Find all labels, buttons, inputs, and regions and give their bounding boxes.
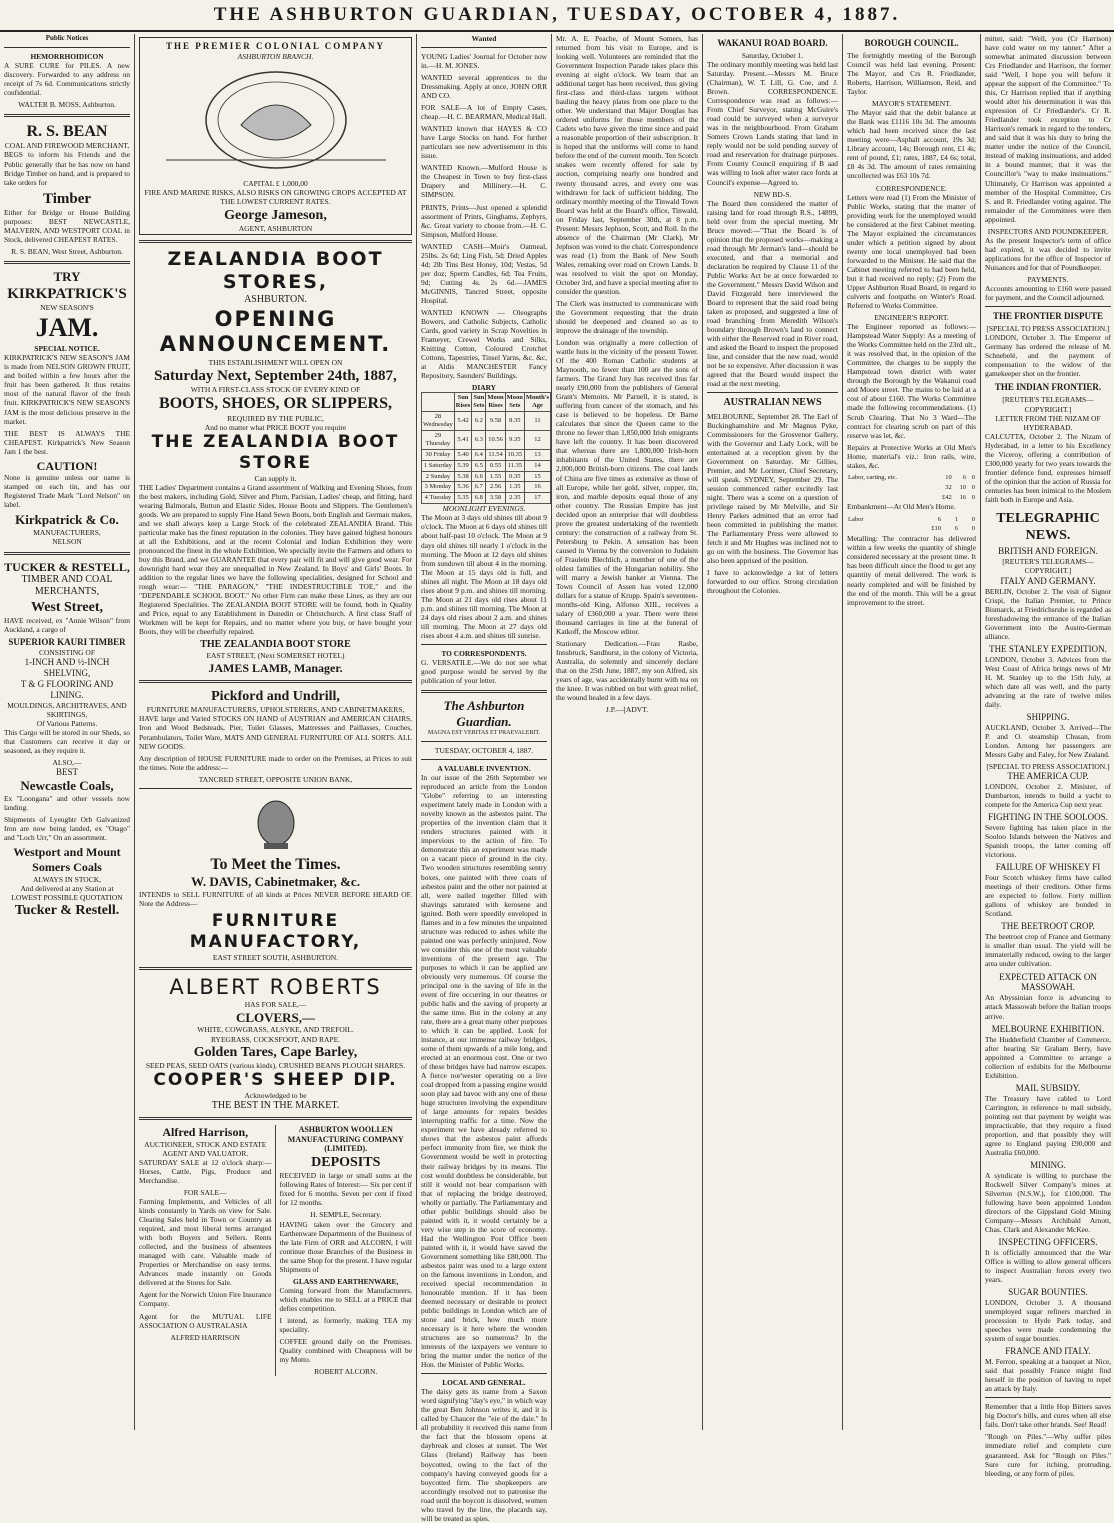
article-text: The daisy gets its name from a Saxon word signifying "day's eye," in which way the great Ben Johnson writes it, and it is called by Chaucer the "eie of the daie." In all probability it received this name from the fact that the blossom opens at daybreak and closes at sunset. The Wet Glass (Ireland) Railway has been boycotted, owing to the fact of the company's having conveyed goods for a boycotted firm. The shopkeepers are accordingly resolved not to patronise the road until the boycott is dissolved, women who travel by the line, the placards say, will be treated as spies. [421, 1387, 547, 1523]
diary-cell: 6.8 [472, 493, 486, 504]
ad-signature: R. S. BEAN, West Street, Ashburton. [11, 247, 123, 257]
ad-line: LOWEST POSSIBLE QUOTATION [11, 892, 123, 902]
article-text: Letters were read (1) From the Minister of Public Works, stating that the matter of providing work for the unemployed would be considered at the first Cabinet meeting. The Mayor explained the circumstances under which a petition signed by about twenty one local unemployed had been forwarded to the Minister. He said that the Cabinet meeting referred to had been held, but it had received no reply; (2) From the Upper Ashburton Road Board, in regard to culverts and footpaths on Winter's Road. Referred to Works Committee. [847, 192, 976, 311]
ad-line: BEST [55, 767, 78, 778]
diary-cell: 15 [524, 471, 550, 482]
article-heading: A VALUABLE INVENTION. [437, 764, 531, 774]
ad-line: THIS ESTABLISHMENT WILL OPEN ON [208, 357, 343, 367]
ad-text: THE BEST IS ALWAYS THE CHEAPEST. Kirkpatrick's New Season Jam 1 the best. [4, 428, 130, 456]
ad-line: And delivered at any Station at [20, 883, 114, 893]
section-subheading: SHIPPING. [1026, 711, 1070, 722]
ad-heading: FURNITURE MANUFACTORY, [189, 911, 362, 952]
section-subheading: FAILURE OF WHISKEY FI [995, 862, 1101, 873]
ad-text: Coming forward from the Manufacturers, which enables me to SELL at a PRICE that defies competition. [279, 1285, 412, 1313]
diary-row [422, 482, 551, 493]
section-subheading: THE AMERICA CUP. [1007, 771, 1089, 782]
ad-text: Farming Implements, and Vehicles of all kinds constantly in Yards on view for Sale. Clearing Sales held in Town or Country as required, and most liberal terms arranged with both Buyers and Sellers. Rents collected, and the business of absentees managed with care. Valuable made of Properties or Merchandise on easy terms. Advances made instantly on Goods delivered at the Stores for Sale. [139, 1197, 272, 1288]
article-text: LONDON, October 3. A thousand unemployed sugar refiners marched in procession to Hyde Park today, and speeches were made condemning the system of sugar bounties. [985, 1298, 1111, 1344]
ad-heading: Kirkpatrick & Co. [15, 512, 119, 528]
diary-cell: 6.5 [472, 460, 486, 471]
diary-cell: 5.38 [454, 471, 471, 482]
ad-text: I intend, as formerly, making TEA my speciality. [279, 1316, 412, 1335]
ad-line: REQUIRED BY THE PUBLIC, [227, 413, 324, 423]
diary-cell: 4 Tuesday [422, 493, 455, 504]
ad-line: AGENT, ASHBURTON [238, 223, 313, 233]
article-text: A syndicate is willing to purchase the Rockwell Silver Company's mines at Silverton (N.S.W.), for £100,000. The following have been appointed London directors of the Gippsland Gold Mining Company—Messrs Archibald Arnott, Chas. Clark and Alexander McKee. [985, 1170, 1111, 1234]
column-divider [551, 34, 552, 1430]
ad-heading: To Meet the Times. [210, 855, 341, 873]
diary-cell: 9.35 [505, 430, 524, 449]
section-subheading: LETTER FROM THE NIZAM OF HYDERABAD. [995, 413, 1101, 432]
ad-line: WHITE, COWGRASS, ALSYKE, AND TREFOIL. [197, 1025, 354, 1035]
article-text: Stationary Dedication.—Frau Rasbe, Innsbruck, Sandhurst, in the colony of Victoria, Australia, do solemnly and sincerely declare that on the 25th June, 1887, my son Alfred, six years of age, was accidentally burnt with tea on the knee. It was rubbed on but with great relief, the wound healed in a few days. [556, 639, 698, 703]
motto: MAGNA EST VERITAS ET PRAEVALEBIT. [427, 729, 541, 736]
cost-cell: 10 [959, 483, 967, 491]
column-divider [416, 34, 417, 1430]
cost-cell: 0 [971, 473, 975, 481]
ad-heading: Timber [42, 190, 92, 207]
ad-subheading: TIMBER AND COAL [21, 574, 113, 586]
diary-row [422, 493, 551, 504]
diary-cell: 11 [524, 411, 550, 430]
article-dateline: Saturday, October 1. [741, 50, 804, 60]
ad-heading: Westport and Mount Somers Coals [13, 845, 121, 874]
cost-cell: 10 [945, 473, 952, 481]
ad-text: Any description of HOUSE FURNITURE made to order on the Premises, at Prices to suit the times. Note the address:— [139, 753, 412, 772]
ad-signature: H. SEMPLE, Secretary. [310, 1210, 382, 1220]
diary-row [422, 449, 551, 460]
cost-cell: 6 [962, 473, 967, 481]
cost-cell: Labor, carting, etc. [848, 473, 898, 481]
article-signature: J.P.—[ADVT. [605, 705, 649, 715]
diary-header-cell: Moon Sets [505, 393, 524, 412]
section-subheading: MAIL SUBSIDY. [1015, 1082, 1081, 1093]
diary-cell: 11.35 [505, 460, 524, 471]
diary-cell: 10.35 [505, 449, 524, 460]
diary-cell: 0.55 [486, 460, 505, 471]
ad-heading: CLOVERS,— [235, 1009, 316, 1025]
ad-text: None is genuine unless our name is stamped on each tin, and has our Registered Trade Mark "Lord Nelson" on label. [4, 473, 130, 510]
article-text: An Abyssinian force is advancing to attack Massowah before the Italian troops arrive. [985, 993, 1111, 1021]
article-text: CALCUTTA, October 2. The Nizam of Hyderabad, in a letter to his Excellency the Viceroy, offering a contribution of £300,000 yearly for two years towards the frontier defence fund, expresses himself of the opinion that the action of Russia for centuries has been inimical to the Moslem faith both in Europe and Asia. [985, 431, 1111, 505]
article-text: BERLIN, October 2. The visit of Signor Crispi, the Italian Premier, to Prince Bismarck, at Friedrichsruhe is regarded as foreshadowing the entrance of the Italian Government into the Austro-German alliance. [985, 586, 1111, 641]
classified-ad: WANTED CASH—Moir's Oatmeal, 25lbs. 2s 6d; Ling Fish, 5d; Dried Apples 4d; 2lb Tins Best Honey, 10d; Vestas, 5d per doz; Sperm Candles, 6d; Tea Fruits, 9d; Cutting 4s. 2s 6d.—JAMES McGINNIS, Tancred Street, opposite Hospital. [421, 241, 547, 305]
section-subheading: INSPECTORS AND POUNDKEEPER. [987, 226, 1109, 236]
article-dateline: [SPECIAL TO PRESS ASSOCIATION.] [986, 324, 1110, 334]
diary-row [422, 430, 551, 449]
ad-text: KIRKPATRICK'S NEW SEASON'S JAM is made from NELSON GROWN FRUIT, and boiled within a few hours after the fruit has been gathered. It thus retains most of the natural flavor of the fresh fruit. KIRKPATRICK'S NEW SEASON'S JAM is the most delicious preserve in the market. [4, 353, 130, 426]
issue-date: TUESDAY, OCTOBER 4, 1887. [434, 746, 534, 755]
ad-line: WITH A FIRST-CLASS STOCK OF EVERY KIND OF [190, 385, 361, 395]
article-text: G. VERSATILE.—We do not see what good purpose would be served by the publication of your letter. [421, 657, 547, 685]
ad-subheading: CONSISTING OF [38, 647, 96, 657]
diary-cell: 9.58 [486, 411, 505, 430]
ad-subheading: MERCHANTS, [34, 586, 100, 598]
diary-cell: 11.54 [486, 449, 505, 460]
diary-cell: 29 Thursday [422, 430, 455, 449]
section-subheading: PAYMENTS. [1027, 274, 1069, 284]
diary-cell: 5.35 [454, 493, 471, 504]
article-text: AUCKLAND, October 3. Arrived—The P. and O. steamship Chusan, from London. Among her passengers are Messrs Gaby and Faley, for New Zealand. [985, 722, 1111, 759]
article-text: The ordinary monthly meeting was held last Saturday. Present.—Messrs M. Bruce (Chairman), W. T. Lill, G. Coe, and J. Brown. CORRESPONDENCE. Correspondence was read as follows:—From Chief Surveyor, stating McGuire's road could be surveyed when a surveyor was in the neighbourhood. From Graham Somers Crown Lands stating that land in reply would not be sold pending survey of road and reservation for drainage purposes. From County Council enquiring if B aad was willing to look after water race fords at Council's expense—Agreed to. [707, 60, 838, 187]
diary-cell: 6.3 [472, 430, 486, 449]
diary-cell: 5.42 [454, 411, 471, 430]
ad-subheading: ASHBURTON BRANCH. [237, 51, 314, 61]
ad-line: MOULDINGS, ARCHITRAVES, AND SKIRTINGS, [7, 700, 127, 719]
insurance-ad [139, 37, 412, 235]
column-advertisements-1 [4, 34, 130, 1430]
article-text: Accounts amounting to £160 were passed for payment, and the Council adjourned. [985, 284, 1111, 303]
ad-subheading: NELSON [52, 537, 82, 547]
diary-cell: 6.2 [472, 411, 486, 430]
ad-line: EAST STREET, (Next SOMERSET HOTEL) [206, 651, 345, 661]
column-telegraphic [985, 34, 1111, 1478]
article-text: LONDON, October 2. Minister, of Dumbarton, intends to build a yacht to compete for the America Cup next year. [985, 782, 1111, 810]
section-heading: TO CORRESPONDENTS. [441, 648, 527, 658]
ad-heading: JAM. [35, 313, 99, 343]
diary-cell: 0.35 [505, 471, 524, 482]
cost-table [847, 515, 976, 535]
article-text: The fortnightly meeting of the Borough Council was held last evening. Present: The Mayor, and Crs R. Friedlander, Roberts, Harrison, Williamson, Reid, and Taylor. [847, 50, 976, 97]
section-subheading: SUGAR BOUNTIES. [1008, 1287, 1088, 1298]
column-road-board [707, 34, 838, 1430]
section-subheading: INSPECTING OFFICERS. [998, 1237, 1098, 1248]
article-dateline: [REUTER'S TELEGRAMS—COPYRIGHT.] [1002, 557, 1094, 576]
ad-line: Of Various Patterns. [36, 718, 98, 728]
classified-ad: PRINTS, Prints—Just opened a splendid assortment of Prints, Ginghams, Zephyrs, &c. Great variety to choose from.—H. C. Simpson, Mulford House. [421, 202, 547, 239]
ad-heading: George Jameson, [224, 207, 327, 223]
classified-ad: WANTED KNOWN — Oleographs Bowers, and Catholic Subjects, Catholic Cards, good variety in Scrap Novelties in Frameyer, Crewel Works and Silks, Knitting Cotton, Coloured Crotchet Cottons, Tapestries, Tinsel Yarns, &c. &c, at Aldis MANCHESTER Fancy Repository, Saunders' Buildings. [421, 307, 547, 381]
cost-cell: 0 [971, 483, 975, 491]
ad-heading: West Street, [30, 599, 104, 615]
ad-signature: ROBERT ALCORN. [314, 1367, 378, 1377]
ad-heading: BOOTS, SHOES, OR SLIPPERS, [159, 395, 392, 413]
diary-cell: 6.6 [472, 471, 486, 482]
ad-heading: KIRKPATRICK'S [7, 286, 127, 303]
ad-heading: Alfred Harrison, [162, 1124, 249, 1139]
diary-cell: 12 [524, 430, 550, 449]
ad-text: A SURE CURE for PILES. A new discovery. Forwarded to any address on receipt of 7s 6d. Communications strictly confidential. [4, 60, 130, 97]
cost-cell: 6 [937, 515, 941, 523]
cost-table [847, 473, 976, 503]
section-heading: Public Notices [45, 34, 89, 42]
ad-subheading: NEW SEASON'S [40, 303, 94, 313]
article-text: London was originally a mere collection of wattle huts in the vicinity of the present Tower. Of the 400 Roman Catholic students at Maynooth, no fewer than 100 are the sons of farmers. The Grand Jury has received thus far nearly £90,000 from the publishers of General Grant's Memoirs. Mr Parnell, it is stated, is suffering from cancer of the stomach, and his case is believed to be hopeless. Dr Barne calculates that since the Queen came to the throne no fewer than 1,850,000 Irish emigrants have left the country. It has been discovered that whereas there are 1,800,000 Irish-born inhabitants of the United States, there are 2,000,000 British-born citizens. The coal lands of China are five times as extensive as those of all Europe, while her gold, silver, copper, tin, iron, and marble deposits equal those of any other country. The Russian Empire has just decided upon an enterprise that will doubtless prove the greatest undertaking of the twentieth century: the construction of a railway from St. Petersburg to Pekin. A sensation has been caused in Vienna by the conversion to Judaism of Fraulein Blechlich, a member of one of the oldest families of the Hungarian nobility. She will marry a Jewish banker at Vienna. The Town Council of Assen has voted 12,000 dollars for a statue of Krupp. Spain's seventeen-months-old King, Alfonso XIII., receives a salary of £360,000 a year. There were three thousand carriages in line at the funeral of Katkoff, the Moscow editor. [556, 338, 698, 637]
cost-row [847, 515, 976, 525]
diary-table [421, 392, 551, 504]
ad-heading: THE ZEALANDIA BOOT STORE [151, 432, 400, 473]
ad-line: RYEGRASS, COCKSFOOT, AND RAPE. [210, 1034, 341, 1044]
ad-heading: DEPOSITS [311, 1155, 381, 1171]
ad-line: 1-INCH AND ½-INCH SHELVING, [24, 656, 110, 678]
ad-heading: Newcastle Coals, [20, 778, 114, 794]
ad-heading: ALBERT ROBERTS [169, 974, 382, 999]
cost-cell: 0 [971, 515, 975, 523]
cost-cell: £10 [931, 525, 941, 533]
diary-cell: 2 Sunday [422, 471, 455, 482]
diary-cell: 6.7 [472, 482, 486, 493]
section-subheading: BRITISH AND FOREIGN. [998, 546, 1098, 557]
ad-line: ALWAYS IN STOCK, [33, 874, 101, 884]
article-text: Severe fighting has taken place in the Sooloo Islands between the Natives and Spanish troops, the latter coming off victorious. [985, 823, 1111, 860]
ad-heading: W. DAVIS, Cabinetmaker, &c. [191, 874, 360, 890]
ad-heading: Pickford and Undrill, [211, 689, 340, 705]
ad-text: This Cargo will be stored in our Sheds, so that Customers can receive it day or seasoned, as they require it. [4, 728, 130, 756]
ad-heading: CAUTION! [36, 458, 98, 473]
advertisement-text: "Rough on Piles."—Why suffer piles immediate relief and complete cure guaranteed. Ask for "Rough on Piles." Sure cure for itching, protruding, bleeding, or any form of piles. [985, 1432, 1111, 1478]
section-subheading: NEW BD-S. [753, 189, 792, 199]
ad-line: And no matter what PRICE BOOT you require [204, 422, 347, 432]
diary-cell: 3 Monday [422, 482, 455, 493]
section-subheading: FRANCE AND ITALY. [1005, 1346, 1091, 1357]
section-heading: Wanted [471, 34, 497, 43]
section-subheading: EXPECTED ATTACK ON MASSOWAH. [999, 971, 1097, 993]
ad-heading: THE PREMIER COLONIAL COMPANY [165, 41, 386, 51]
ad-text: HAVE received, ex "Annie Wilson" from Auckland, a cargo of [4, 615, 130, 634]
article-text: Embankment—At Old Men's Home. [847, 502, 956, 512]
diary-cell: 5.39 [454, 460, 471, 471]
ad-text: Agent for the MUTUAL LIFE ASSOCIATION O AUSTRALASIA [139, 1311, 272, 1330]
cost-cell: Labor [848, 515, 864, 523]
ad-heading: TRY [53, 269, 81, 285]
diary-row [422, 471, 551, 482]
ad-subheading: FURNITURE MANUFACTURERS, UPHOLSTERERS, AND CABINETMAKERS, [146, 705, 405, 715]
ad-subheading: SPECIAL NOTICE. [34, 344, 100, 354]
article-heading: THE FRONTIER DISPUTE [992, 311, 1104, 322]
article-text: LONDON, October 3. Advices from the West Coast of Africa brings news of Mr H. M. Stanley up to the 15th July, at which date all was well, and the party advancing at the rate of twelve miles daily. [985, 654, 1111, 709]
diary-cell: 1.35 [505, 482, 524, 493]
column-advertisements-2 [139, 34, 412, 1430]
ad-text: INTENDS to SELL FURNITURE of all kinds at Prices NEVER BEFORE HEARD OF. Note the Address— [139, 890, 412, 909]
ad-heading: SUPERIOR KAURI TIMBER [8, 636, 126, 647]
masthead-title: THE ASHBURTON GUARDIAN, TUESDAY, OCTOBER 4, 1887. [213, 4, 901, 25]
cost-cell [847, 524, 904, 534]
ad-text: Agent for the Norwich Union Fire Insurance Company. [139, 1290, 272, 1309]
cost-row [847, 493, 976, 503]
article-text: Four Scotch whiskey firms have called meetings of their creditors. Other firms are expected to follow. Forty million gallons of whiskey are bonded in Scotland. [985, 873, 1111, 919]
section-subheading: THE STANLEY EXPEDITION. [989, 643, 1107, 654]
section-subheading: MELBOURNE EXHIBITION. [991, 1023, 1105, 1034]
diary-cell: 10.56 [486, 430, 505, 449]
ad-heading: Golden Tares, Cape Barley, [193, 1044, 358, 1060]
article-text: In our issue of the 26th September we reproduced an article from the London "Globe" referring to an interesting experiment lately made in London with a novelty known as the asbestos paint. The properties of the invention claim that it renders structures painted with it impervious to the action of fire. To demonstrate this an experiment was made on a vacant piece of ground in the city. Two wooden structures resembling sentry boxes, one painted with three coats of asbestos paint and the other not painted at all, were nailed together filled with shavings saturated with kerosene and ignited. Both were speedily enveloped in flames and in a few minutes the unpainted structure was reduced to ashes while the painted one was perfectly uninjured. Now we consider this one of the most valuable inventions of the present age. The purposes to which it can be applied are obviously very numerous. Of course the principal one is the saving of life in the event of fire occurring in our theatres or public halls and the saving of property at the same time. But in the colony at any rate, there are a great many other purposes to which it can be applied. Look for instance, at our immense railway bridges, some of them upwards of a mile long, and erected at an enormous cost. One or two of these bridges have had narrow escapes. A fierce nor'wester operating on a live coal dropped from a passing engine would soon play sad havoc with any one of these huge structures involving the expenditure of large amounts for repairs besides interrupting traffic for a time. Now the experiment we have already referred to shows that the asbestos paint affords perfect immunity from fire, we think the Government would be well in protecting their railway bridges by its means. The cost would doubtless be considerable, but still it would not bear comparison with that of replacing the bridge destroyed, wholly or partially. The Parliamentary and other public buildings should also be painted with it, it would certainly be a very wise step in the score of economy. Had the Wellington Post Office been painted with it, it would have saved the Government something like £80,000. The asbestos paint was used to a large extent on the famous inventions in London, and received special recommendation in honourable mention. If it has been deemed necessary or desirable to protect public buildings in London which are of stone and brick, how much more necessary is it here where the wooden structures are so numerous? In the interests of the taxpayers we venture to bring the matter under the notice of the Hon. the Minister of Public Works. [421, 773, 547, 1370]
article-text: Metalling: The contractor has delivered within a few weeks the quantity of shingle considered necessary at the present time. It has been difficult since the flood to get any quantity of metal delivered. The work is nearly completed and will be finished by the end of the month. This will be a great improvement to the street. [847, 534, 976, 607]
article-heading: BOROUGH COUNCIL. [864, 38, 959, 48]
column-divider [134, 34, 135, 1430]
advertisement-text: Remember that a little Hop Bitters saves big Doctor's bills, and cures when all else fails. Don't take other brands. See! Read! [985, 1402, 1111, 1430]
article-text: As the present Inspector's term of office had expired, it was decided to invite applications for the office of Inspector of Nuisances and for that of Poundkeeper. [985, 235, 1111, 272]
classified-ad: YOUNG Ladies' Journal for October now in.—H. M. JONES. [421, 52, 547, 71]
ad-heading: Tucker & Restell. [14, 903, 120, 918]
article-heading: LOCAL AND GENERAL. [442, 1378, 526, 1388]
ad-heading: TUCKER & RESTELL, [4, 559, 130, 574]
ad-line: FOR SALE— [183, 1187, 227, 1197]
diary-cell: 5.40 [454, 449, 471, 460]
cost-cell: 0 [971, 525, 975, 533]
article-heading: AUSTRALIAN NEWS [723, 397, 822, 409]
ad-heading: OPENING ANNOUNCEMENT. [159, 306, 392, 357]
diary-cell: 8.35 [505, 411, 524, 430]
section-subheading: THE BEETROOT CROP. [1001, 921, 1095, 932]
column-divider [980, 34, 981, 1430]
ad-line: Can supply it. [254, 473, 297, 483]
diary-cell: 5.41 [454, 430, 471, 449]
column-editorial [421, 34, 550, 1523]
ad-subheading: MANUFACTURERS, [33, 528, 101, 538]
cost-cell: 0 [971, 493, 975, 501]
cost-cell: £42 [942, 493, 952, 501]
ad-text: Shipments of Lyeughtr Orb Galvanized Iron are now being landed, ex "Otago" and "Loch Urr," On an assortment. [4, 815, 130, 843]
classified-ad: WANTED several apprentices to the Dressmaking. Apply at once, JOHN ORR AND CO. [421, 73, 547, 101]
article-text: Mr. A. E. Peache, of Mount Somers, has returned from his visit to Europe, and is looking well. Volunteers are reminded that the Government Inspection Parade takes place this evening at eight o'clock. We learn that an additional target has been received, thus giving first-class and third-class targets without hauling the heavy plates from one place to the other. We understand that Major Douglas has ordered uniforms for those members of the Cadets who have given the time since and paid a reasonable proportion of their subscription. It is hoped that the uniforms will come to hand before the end of the current month. Ten Scotch snakes were recently offered for sale by auction, comprising nearly one hundred and twenty thousand acres, and every one was withdrawn for lack of sufficient bidding. The ordinary monthly meeting of the Tinwald Town Board was held at the Board's office, Tinwald, on Friday last, September 30th, at 8 p.m. Present: Messrs Jephson, Scott, and Roll. In the absence of the Chairman (Mr Clark), Mr Jephson was voted to the chair. Correspondence was read (1) from the Bank of New South Wales, remaking over road on Crown Lands. It was resolved to visit the spot on Monday, October 3rd, and have a special meeting after to consider the question. [556, 34, 698, 296]
section-subheading: ENGINEER'S REPORT. [874, 313, 949, 323]
article-text: The Treasury have cabled to Lord Carrington, in reference to mail subsidy, pointing out that payment by weight was impracticable, that they require a fixed proportion, and that possibly they will agree to England paying £90,000 and Australia £60,000. [985, 1093, 1111, 1157]
diary-cell: 30 Friday [422, 449, 455, 460]
ad-text: BEGS to inform his Friends and the Public generally that he has now on hand Bridge Timber on hand, and is prepared to take orders for [4, 150, 130, 187]
diary-header-cell: Sun Sets [472, 393, 486, 412]
cost-cell [847, 493, 933, 503]
ad-line: ALSO,— [52, 758, 82, 768]
cost-cell: 32 [945, 483, 952, 491]
ornate-vase-icon [246, 793, 306, 853]
ad-subheading: COAL AND FIREWOOD MERCHANT, [4, 141, 130, 151]
ad-line: THE BEST IN THE MARKET. [211, 1099, 340, 1111]
ad-line: HAS FOR SALE,— [244, 1000, 307, 1010]
section-subheading: CORRESPONDENCE. [875, 183, 948, 193]
ad-text: SATURDAY SALE at 12 o'clock sharp:—Horses, Cattle, Pigs, Produce and Merchandise. [139, 1157, 272, 1185]
ad-heading: Saturday Next, September 24th, 1887, [154, 367, 397, 384]
diary-cell: 2.56 [486, 482, 505, 493]
ad-text: THE Ladies' Department contains a Grand assortment of Walking and Evening Shoes, from the best makers, including Gold, Silver and Plum, Parisian, Ladies' cheap, and fitting, hard wearing Balmorals, Button and Elastic Sides, House Boots and Slippers. The Gentlemen's goods. We are prepared to supply Fine Hand Sewn Boots, both English and German makes, and we shall always keep a Large Stock of the celebrated ZEALANDIA Brand. This particular make has the finest reputation in the colonies. They have gained highest honours at all the Exhibitions, and at the recent Colonial and Indian Exhibition they were pronounced the finest in the whole Exhibition. We specially invite the Farmers and others to buy this Brand, and we GUARANTEE that every pair will fit and will give good wear. For downright hard wear they are unequalled in New Zealand. In Boys' and Girls' Boots. In addition to the regular lines we have the following specialities, designed for School and rough wear:— "THE PARAGON," "THE INDESTRUCTIBLE TOE," and the "DEPENDABLE SCHOOL BOOT." No other Firm can make these Lines, as they are our Registered Specialities. The ZEALANDIA BOOT STORE will be found, both in Quality and Price, equal to any Establishment in Dunedin or Christchurch. A first class Staff of Workmen will be kept for Repairs, and no matter where you buy, or have bought your Boots, they will be cheerfully repaired. [139, 482, 412, 637]
ad-line: TANCRED STREET, OPPOSITE UNION BANK, [198, 774, 353, 784]
column-divider [702, 34, 703, 1430]
classified-ad: FOR SALE—A lot of Empty Cases, cheap.—H. C. BEARMAN, Medical Hall. [421, 103, 547, 122]
article-text: The Hudderfield Chamber of Commerce, after hearing Sir Graham Berry, have appointed a Committee to arrange a collection of exhibits for the Melbourne Exhibition. [985, 1034, 1111, 1080]
ad-text: HAVE large and Varied STOCKS ON HAND of AUSTRIAN and AMERICAN CHAIRS, Iron and Wood Bedsteads, Pier, Toilet Glasses, Mattresses and Paillasses, Couches, Perambulators, Toilet Ware, MATS AND GENERAL FURNITURE OF ALL SORTS. ALL NEW GOODS. [139, 714, 412, 751]
cost-row [847, 473, 976, 483]
column-local-news [556, 34, 698, 1430]
diary-title: DIARY [472, 383, 496, 393]
article-text: Repairs at Protective Works at Old Men's Home, material's viz.: Iron rails, wire, stakes, &c. [847, 442, 976, 470]
diary-cell: 13 [524, 449, 550, 460]
article-text: The Board then considered the matter of raising land for road through R.S., 14899, held over from the special meeting. Mr Bruce moved:—"That the Board is of opinion that the proposed works—making a road through Mr Jerman's land—should be executed, and that a memorial and declaration be required by Clause 11 of the Public Works Act be at once forwarded to the Government." Messrs David Wilson and David Fitzgerald here interviewed the Board to represent that the said road being taken as proposed, and suggested a line of road branching from Meredith Wilson's boundary through Brown's land to connect with either the Reserved road in River road, and asked the Board to inspect the proposed line, and consider that the new road, would not be so expensive. After discussion it was agreed that the Board would inspect the road at the next meeting. [707, 198, 838, 389]
ad-heading: ASHBURTON WOOLLEN MANUFACTURING COMPANY (LIMITED). [287, 1124, 404, 1154]
article-text: mitter, said: "Well, you (Cr Harrison) have cold water on my tanner." After a somewhat animated discussion between Crs Friedlander and Harrison, the former said "Well, I hope you will before it appear the support of the Committee." To this, Cr Harrison replied that if anything would alter his determination it was this expression of Cr Friedlander's. Cr R. Friedlander took exception to Cr Harrison's remark in regard to the tenders, and said that it was his duty to bring the matter under the notice of the Council, instead of making insinuations, and added in a bound manner, that it was the Councillor's "way to make insinuations." Ultimately, Cr Harrison was appointed a member of the Hospital Committee, Crs S. and R. Friedlander voting against. The remainder of the Committees were then appointed. [985, 34, 1111, 224]
article-text: The Engineer reported as follows:—Hampstead Water Supply: As a meeting of the Works Committee held on the 23rd ult., it was resolved that, in the opinion of the Committee, the charges to be supply the Hampstead town district with water through the Borough by the Wakanui road and Moore street. The mains to be laid at a cost of about £160. The Works Committee made the following recommendations. (1) Scrub Clearing. That No 3 Ward—The contract for clearing scrub on part of this reserve was let, &c. [847, 322, 976, 440]
ad-text: Ex "Loongana" and other vessels now landing. [4, 794, 130, 813]
ad-heading: ZEALANDIA BOOT STORES, [167, 248, 384, 294]
ad-line: FIRE AND MARINE RISKS, ALSO RISKS ON GROWING CROPS ACCEPTED AT THE LOWEST CURRENT RATES. [144, 188, 407, 207]
cost-row [847, 483, 976, 493]
diary-header-cell [422, 393, 455, 412]
ad-text: RECEIVED in large or small sums at the following Rates of Interest:— Six per cent if fixed for 6 months. Seven per cent if fixed for 12 months. [279, 1171, 412, 1208]
ad-line: T & G FLOORING AND LINING. [20, 678, 114, 700]
article-heading: WAKANUI ROAD BOARD. [717, 38, 828, 48]
cost-cell: 6 [954, 525, 958, 533]
masthead [0, 0, 1114, 32]
company-seal-icon [146, 65, 406, 175]
ad-heading: THE ZEALANDIA BOOT STORE [200, 639, 351, 651]
ad-heading: HEMORRHOIDICON [30, 51, 104, 61]
diary-header-cell: Moon Rises [486, 393, 505, 412]
diary-row [422, 460, 551, 471]
ad-line: GLASS AND EARTHENWARE, [293, 1276, 399, 1286]
section-subheading: FIGHTING IN THE SOOLOOS. [988, 812, 1108, 823]
article-dateline: [REUTER'S TELEGRAMS—COPYRIGHT.] [1002, 395, 1094, 414]
ad-subheading: ASHBURTON. [244, 294, 307, 306]
ad-heading: R. S. BEAN [26, 122, 108, 140]
classified-ad: WANTED known that HAYES & CO have Large Stocks on hand. For further particulars see new advertisement in this issue. [421, 124, 547, 161]
cost-cell: 1 [954, 515, 958, 523]
ad-line: SEED PEAS, SEED OATS (various kinds), CRUSHED BEANS PLOUGH SHARES. [145, 1060, 406, 1070]
diary-cell: 17 [524, 493, 550, 504]
diary-cell: 1.55 [486, 471, 505, 482]
ad-line: CAPITAL £ 1,000,00 [243, 179, 308, 189]
article-text: LONDON, October 3. The Emperor of Germany has ordered the release of M. Schnebelé, and the payment of compensation to the widow of the gamekeeper shot on the frontier. [985, 333, 1111, 379]
article-text: M. Ferron, speaking at a banquet at Nice, said that possibly France might find herself in the position of having to repel an attack by Italy. [985, 1357, 1111, 1394]
section-subheading: MOONLIGHT EVENINGS. [442, 504, 526, 514]
ad-text: COFFEE ground daily on the Premises. Quality combined with Cheapness will be my Motto. [279, 1337, 412, 1365]
section-subheading: MINING. [1030, 1159, 1066, 1170]
article-text: The Clerk was instructed to communicate with the Government requesting that the drain should be deepened and cleaned so as to improve the drainage of the township. [556, 298, 698, 335]
diary-cell: 6.4 [472, 449, 486, 460]
ad-text: Either for Bridge or House Building purposes: BEST NEWCASTLE, MALVERN, AND WESTPORT COAL in Stock, delivered CHEAPEST RATES. [4, 207, 130, 244]
diary-cell: 2.35 [505, 493, 524, 504]
diary-cell: 1 Saturday [422, 460, 455, 471]
diary-cell: 28 Wednesday [422, 411, 455, 430]
diary-cell: 14 [524, 460, 550, 471]
section-subheading: MAYOR'S STATEMENT. [871, 99, 952, 109]
newspaper-nameplate: The Ashburton Guardian. [443, 697, 525, 729]
diary-header-cell: Month's Age [524, 393, 550, 412]
article-dateline: [SPECIAL TO PRESS ASSOCIATION.] [986, 761, 1110, 771]
cost-cell: 16 [959, 493, 967, 501]
ad-signature: WALTER B. MOSS, Ashburton. [18, 99, 116, 109]
article-text: The beetroot crop of France and Germany is smaller than usual. The yield will be immaterially reduced, owing to the larger area under cultivation. [985, 932, 1111, 969]
ad-subheading: AUCTIONEER, STOCK AND ESTATE AGENT AND VALUATOR. [144, 1139, 267, 1158]
article-heading: THE INDIAN FRONTIER. [994, 382, 1102, 393]
article-text: MELBOURNE, September 28. The Earl of Buckinghamshire and Mr Magnus Pyke, Commissioners for the Grosvenor Gallery, with the Governor and Lady Lock, will be entertained at a reception given by the Government on Saturday. Mr Gillies, Premier, and Mr Lorimer, Chief Secretary, will speak. SYDNEY, September 29. The session commenced rather excitedly last night. There was a scene on a question of privilege raised by Mr Melville, and Sir Henry Parkes admitted that an error had been committed in publishing the matter. The Parliamentary Press were allowed to fetch it and Mr Hughes was inclined not to go on with the business. The Governor has also been apprised of the position. [707, 411, 838, 566]
column-borough-council [847, 34, 976, 1430]
article-text: It is officially announced that the War Office is willing to allow general officers to inspect Australian forces every two years. [985, 1248, 1111, 1285]
ad-heading: JAMES LAMB, Manager. [208, 660, 343, 675]
diary-cell: 5.36 [454, 482, 471, 493]
ad-line: Acknowledged to be [244, 1090, 307, 1100]
diary-header-cell: Sun Rises [454, 393, 471, 412]
cost-row [847, 524, 976, 534]
classified-ad: WANTED Known.—Mulford House is the Cheapest in Town to buy first-class Drapery and Millinery.—H. C. SIMPSON. [421, 163, 547, 200]
diary-row [422, 411, 551, 430]
ad-text: HAVING taken over the Grocery and Earthenware Departments of the Business of the late Firm of ORR and ALCORN, I will continue those Branches of the Business in the same Shop for the present. I have regular Shipments of [279, 1219, 412, 1274]
section-subheading: ITALY AND GERMANY. [1000, 575, 1096, 586]
article-text: I have to acknowledge a lot of letters forwarded to our office. Strong circulation throughout the Colonies. [707, 568, 838, 596]
column-divider [842, 34, 843, 1430]
article-text: The Mayor said that the debit balance at the Bank was £1116 10s 3d. The amounts which had been received since the last meeting were—Asphalt account, 19s 3d; Library account, 14s; Borough rent, £1 4s; rent of pound, £1; rates, 1887, £4 6s; total, £8 4s 3d. The amount of rates remaining uncollected was £63 10s 7d. [847, 108, 976, 181]
ad-signature: ALFRED HARRISON [170, 1332, 240, 1342]
ad-line: EAST STREET SOUTH, ASHBURTON. [212, 952, 339, 962]
diary-cell: 3.58 [486, 493, 505, 504]
diary-cell: 16 [524, 482, 550, 493]
cost-cell [847, 483, 933, 493]
article-heading: TELEGRAPHIC NEWS. [996, 511, 1100, 544]
article-text: The Moon at 3 days old shines till about 9 o'clock. The Moon at 6 days old shines till about half-past 10 o'clock. The Moon at 9 days old shines till nearly 1 o'clock in the morning. The Moon at 12 days old shines from sundown till about 4 in the morning. The Moon at 15 days old is full, and shines all night. The Moon at 18 days old rises about 9 p.m. and shines till morning. The Moon at 21 days old rises about 11 p.m. and shines till morning. The Moon at 24 days old rises about 2 a.m. and shines till morning. The Moon at 27 days old rises about 4 a.m. and shines till sunrise. [421, 513, 547, 640]
ad-heading: COOPER'S SHEEP DIP. [153, 1069, 398, 1090]
